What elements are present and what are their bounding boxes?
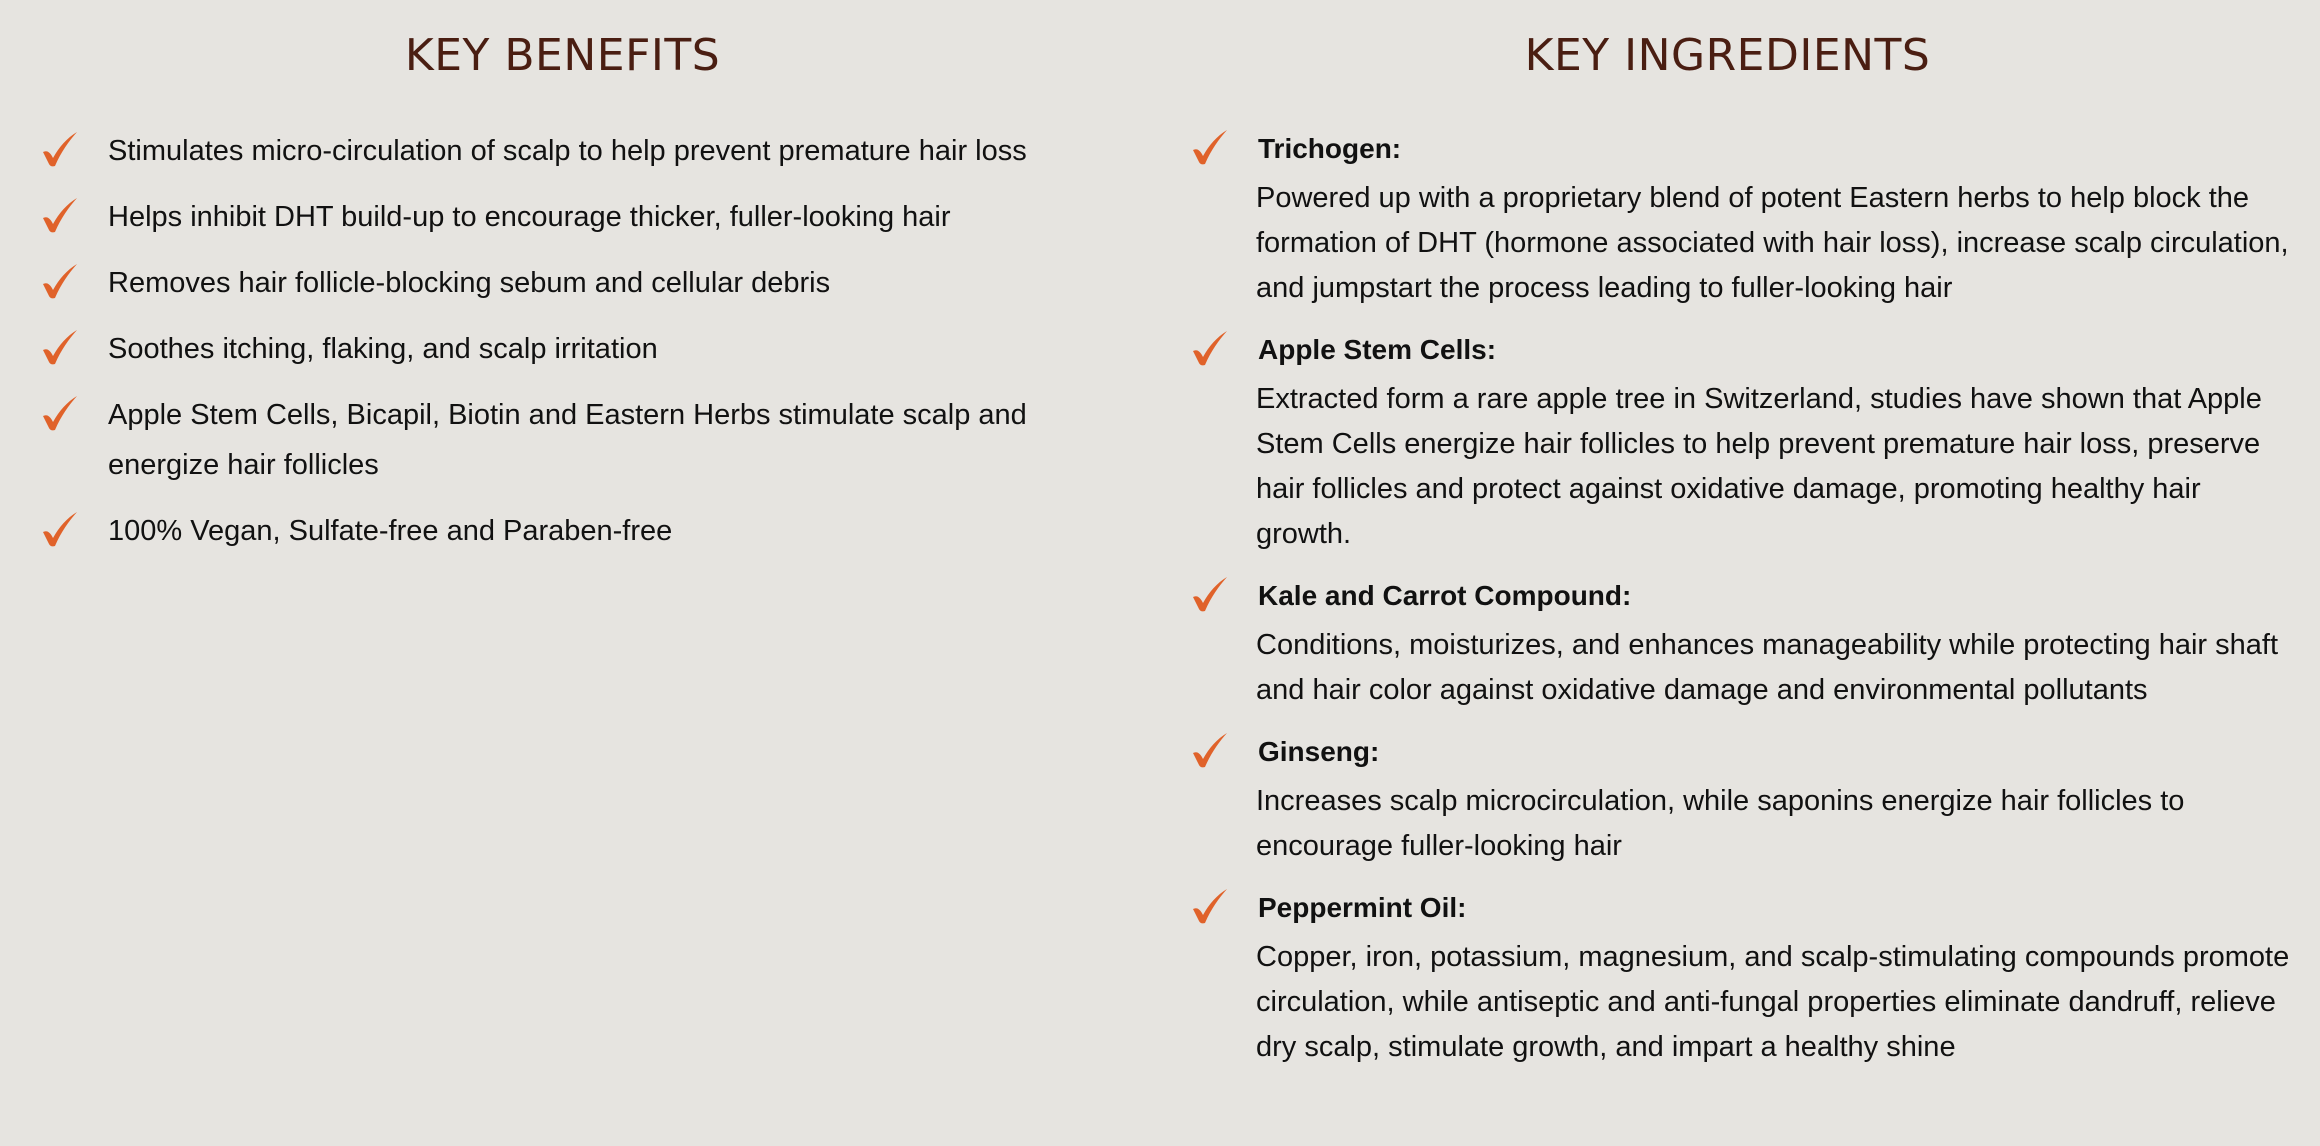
key-benefits-heading: KEY BENEFITS: [404, 30, 721, 81]
ingredient-name: Ginseng:: [1258, 736, 1380, 767]
check-icon: [40, 130, 80, 170]
ingredient-description: Copper, iron, potassium, magnesium, and scalp-stimulating compounds promote circulation, while antiseptic and anti-fungal properties eliminate dandruff, relieve dry scalp, stimulate growth, and impart a healthy shine: [1256, 941, 2290, 1063]
ingredient-name: Apple Stem Cells:: [1258, 334, 1497, 365]
benefit-text: Apple Stem Cells, Bicapil, Biotin and Eastern Herbs stimulate scalp and energize hair follicles: [108, 399, 1027, 481]
check-icon: [1190, 731, 1230, 771]
check-icon: [40, 196, 80, 236]
check-icon: [1190, 128, 1230, 168]
benefit-item: [40, 192, 1090, 242]
benefit-text: Soothes itching, flaking, and scalp irritation: [108, 333, 658, 365]
ingredient-description: Extracted form a rare apple tree in Switzerland, studies have shown that Apple Stem Cells energize hair follicles to help prevent premature hair loss, preserve hair follicles and protect against oxidative damage, promoting healthy hair growth.: [1256, 383, 2262, 550]
key-benefits-section: [40, 0, 1090, 547]
benefit-text: Removes hair follicle-blocking sebum and cellular debris: [108, 267, 831, 299]
ingredient-item: [1190, 729, 2300, 869]
ingredient-name: Peppermint Oil:: [1258, 892, 1467, 923]
check-icon: [40, 262, 80, 302]
check-icon: [40, 394, 80, 434]
benefit-text: 100% Vegan, Sulfate-free and Paraben-free: [108, 515, 673, 547]
ingredient-description: Powered up with a proprietary blend of potent Eastern herbs to help block the formation of DHT (hormone associated with hair loss), increase scalp circulation, and jumpstart the process leading to fuller-looking hair: [1256, 182, 2289, 304]
benefit-item: [40, 324, 1090, 374]
benefits-list: [40, 126, 1090, 572]
ingredient-item: [1190, 327, 2300, 557]
ingredient-description: Increases scalp microcirculation, while saponins energize hair follicles to encourage fuller-looking hair: [1256, 785, 2185, 862]
check-icon: [1190, 575, 1230, 615]
benefit-text: Stimulates micro-circulation of scalp to help prevent premature hair loss: [108, 135, 1027, 167]
key-ingredients-heading: KEY INGREDIENTS: [1524, 30, 1931, 81]
ingredient-name: Trichogen:: [1258, 133, 1402, 164]
benefit-item: [40, 390, 1090, 490]
ingredient-name: Kale and Carrot Compound:: [1258, 580, 1632, 611]
ingredients-list: [1190, 126, 2300, 1086]
check-icon: [1190, 887, 1230, 927]
ingredient-item: [1190, 573, 2300, 713]
ingredient-description: Conditions, moisturizes, and enhances manageability while protecting hair shaft and hair color against oxidative damage and environmental pollutants: [1256, 629, 2279, 706]
ingredient-item: [1190, 885, 2300, 1070]
benefit-text: Helps inhibit DHT build-up to encourage thicker, fuller-looking hair: [108, 201, 951, 233]
ingredient-item: [1190, 126, 2300, 311]
benefit-item: [40, 506, 1090, 556]
benefit-item: [40, 126, 1090, 176]
benefit-item: [40, 258, 1090, 308]
check-icon: [1190, 329, 1230, 369]
check-icon: [40, 510, 80, 550]
key-ingredients-section: [1190, 0, 2300, 1063]
check-icon: [40, 328, 80, 368]
